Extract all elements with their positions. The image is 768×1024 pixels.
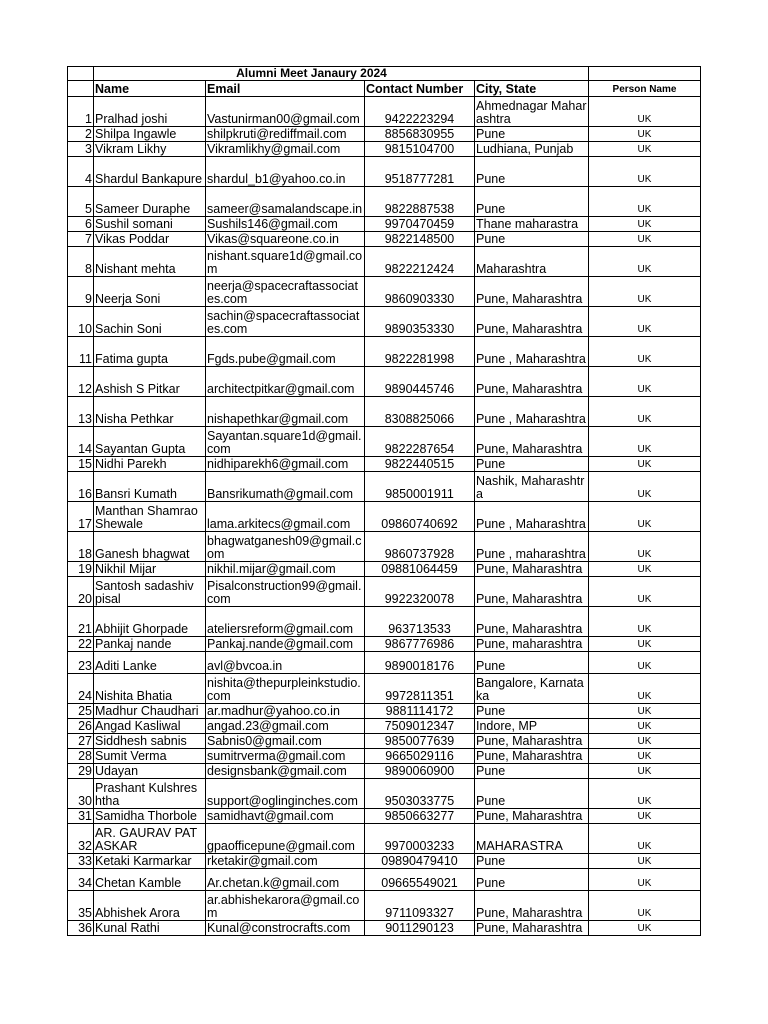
cell-city: Pune , Maharashtra xyxy=(475,337,589,367)
row-number: 27 xyxy=(68,734,94,749)
cell-person: UK xyxy=(589,749,701,764)
cell-name: Prashant Kulshreshtha xyxy=(94,779,206,809)
cell-city: Bangalore, Karnataka xyxy=(475,674,589,704)
cell-email: Sabnis0@gmail.com xyxy=(206,734,365,749)
cell-email: ar.abhishekarora@gmail.com xyxy=(206,891,365,921)
row-number: 30 xyxy=(68,779,94,809)
cell-email: neerja@spacecraftassociates.com xyxy=(206,277,365,307)
table-row xyxy=(68,734,701,749)
cell-email: Vastunirman00@gmail.com xyxy=(206,97,365,127)
cell-email: bhagwatganesh09@gmail.com xyxy=(206,532,365,562)
cell-email: Bansrikumath@gmail.com xyxy=(206,472,365,502)
cell-person: UK xyxy=(589,337,701,367)
cell-city: Pune, Maharashtra xyxy=(475,891,589,921)
row-number: 5 xyxy=(68,187,94,217)
row-number: 7 xyxy=(68,232,94,247)
cell-email: Pankaj.nande@gmail.com xyxy=(206,637,365,652)
cell-name: Pankaj nande xyxy=(94,637,206,652)
cell-email: shardul_b1@yahoo.co.in xyxy=(206,157,365,187)
cell-name: Nidhi Parekh xyxy=(94,457,206,472)
row-number: 15 xyxy=(68,457,94,472)
cell-contact: 963713533 xyxy=(365,607,475,637)
cell-name: Kunal Rathi xyxy=(94,921,206,936)
title-row xyxy=(68,67,701,81)
cell-person: UK xyxy=(589,232,701,247)
cell-contact: 9822887538 xyxy=(365,187,475,217)
cell-email: rketakir@gmail.com xyxy=(206,854,365,869)
cell-contact: 9860737928 xyxy=(365,532,475,562)
cell-person: UK xyxy=(589,607,701,637)
table-row xyxy=(68,247,701,277)
cell-contact: 9422223294 xyxy=(365,97,475,127)
cell-city: Pune, Maharashtra xyxy=(475,307,589,337)
cell-contact: 9011290123 xyxy=(365,921,475,936)
cell-city: Pune, Maharashtra xyxy=(475,607,589,637)
cell-city: Nashik, Maharashtra xyxy=(475,472,589,502)
cell-contact: 9503033775 xyxy=(365,779,475,809)
row-number: 21 xyxy=(68,607,94,637)
cell-contact: 9850663277 xyxy=(365,809,475,824)
cell-city: Pune , Maharashtra xyxy=(475,502,589,532)
cell-person: UK xyxy=(589,127,701,142)
cell-city: Pune xyxy=(475,652,589,674)
cell-city: MAHARASTRA xyxy=(475,824,589,854)
cell-person: UK xyxy=(589,457,701,472)
row-number: 11 xyxy=(68,337,94,367)
header-city: City, State xyxy=(475,81,589,97)
table-row xyxy=(68,337,701,367)
table-row xyxy=(68,457,701,472)
cell-name: Abhijit Ghorpade xyxy=(94,607,206,637)
table-row xyxy=(68,854,701,869)
cell-city: Thane maharastra xyxy=(475,217,589,232)
table-row xyxy=(68,869,701,891)
cell-email: shilpkruti@rediffmail.com xyxy=(206,127,365,142)
cell-contact: 9822148500 xyxy=(365,232,475,247)
table-row xyxy=(68,704,701,719)
cell-contact: 09860740692 xyxy=(365,502,475,532)
cell-name: Siddhesh sabnis xyxy=(94,734,206,749)
cell-name: Abhishek Arora xyxy=(94,891,206,921)
cell-contact: 09890479410 xyxy=(365,854,475,869)
cell-email: Vikas@squareone.co.in xyxy=(206,232,365,247)
table-row xyxy=(68,779,701,809)
cell-city: Pune, Maharashtra xyxy=(475,734,589,749)
cell-name: AR. GAURAV PATASKAR xyxy=(94,824,206,854)
cell-city: Ahmednagar Maharashtra xyxy=(475,97,589,127)
cell-contact: 9867776986 xyxy=(365,637,475,652)
cell-email: lama.arkitecs@gmail.com xyxy=(206,502,365,532)
cell-name: Sayantan Gupta xyxy=(94,427,206,457)
cell-name: Udayan xyxy=(94,764,206,779)
cell-city: Pune , maharashtra xyxy=(475,532,589,562)
row-number: 8 xyxy=(68,247,94,277)
cell-person: UK xyxy=(589,427,701,457)
cell-contact: 9890018176 xyxy=(365,652,475,674)
cell-person: UK xyxy=(589,869,701,891)
cell-name: Fatima gupta xyxy=(94,337,206,367)
row-number: 34 xyxy=(68,869,94,891)
row-number: 6 xyxy=(68,217,94,232)
cell-name: Ketaki Karmarkar xyxy=(94,854,206,869)
cell-email: ateliersreform@gmail.com xyxy=(206,607,365,637)
cell-name: Nishita Bhatia xyxy=(94,674,206,704)
table-row xyxy=(68,142,701,157)
cell-email: Sayantan.square1d@gmail.com xyxy=(206,427,365,457)
cell-name: Santosh sadashiv pisal xyxy=(94,577,206,607)
table-row xyxy=(68,674,701,704)
cell-city: Pune, Maharashtra xyxy=(475,427,589,457)
cell-city: Pune, Maharashtra xyxy=(475,921,589,936)
cell-city: Pune xyxy=(475,764,589,779)
cell-email: Sushils146@gmail.com xyxy=(206,217,365,232)
cell-email: Fgds.pube@gmail.com xyxy=(206,337,365,367)
cell-person: UK xyxy=(589,674,701,704)
cell-contact: 9850001911 xyxy=(365,472,475,502)
table-row xyxy=(68,277,701,307)
cell-contact: 9822440515 xyxy=(365,457,475,472)
row-number: 12 xyxy=(68,367,94,397)
table-row xyxy=(68,749,701,764)
cell-email: angad.23@gmail.com xyxy=(206,719,365,734)
cell-person: UK xyxy=(589,502,701,532)
cell-city: Pune, Maharashtra xyxy=(475,367,589,397)
cell-person: UK xyxy=(589,307,701,337)
cell-contact: 09665549021 xyxy=(365,869,475,891)
cell-name: Angad Kasliwal xyxy=(94,719,206,734)
table-row xyxy=(68,307,701,337)
cell-person: UK xyxy=(589,157,701,187)
row-number: 2 xyxy=(68,127,94,142)
cell-contact: 9970470459 xyxy=(365,217,475,232)
table-body xyxy=(68,67,701,936)
cell-city: Pune xyxy=(475,779,589,809)
cell-contact: 9665029116 xyxy=(365,749,475,764)
cell-name: Vikas Poddar xyxy=(94,232,206,247)
cell-email: Vikramlikhy@gmail.com xyxy=(206,142,365,157)
header-row xyxy=(68,81,701,97)
table-row xyxy=(68,367,701,397)
row-number: 9 xyxy=(68,277,94,307)
row-number: 13 xyxy=(68,397,94,427)
table-row xyxy=(68,532,701,562)
cell-person: UK xyxy=(589,734,701,749)
cell-person: UK xyxy=(589,704,701,719)
cell-email: avl@bvcoa.in xyxy=(206,652,365,674)
cell-person: UK xyxy=(589,824,701,854)
cell-name: Vikram Likhy xyxy=(94,142,206,157)
row-number: 20 xyxy=(68,577,94,607)
table-row xyxy=(68,157,701,187)
cell-name: Madhur Chaudhari xyxy=(94,704,206,719)
cell-contact: 8308825066 xyxy=(365,397,475,427)
cell-person: UK xyxy=(589,637,701,652)
table-row xyxy=(68,397,701,427)
row-number: 31 xyxy=(68,809,94,824)
cell-name: Samidha Thorbole xyxy=(94,809,206,824)
cell-contact: 9860903330 xyxy=(365,277,475,307)
cell-name: Nisha Pethkar xyxy=(94,397,206,427)
cell-person: UK xyxy=(589,142,701,157)
cell-email: ar.madhur@yahoo.co.in xyxy=(206,704,365,719)
table-row xyxy=(68,764,701,779)
cell-contact: 7509012347 xyxy=(365,719,475,734)
cell-name: Neerja Soni xyxy=(94,277,206,307)
cell-name: Sachin Soni xyxy=(94,307,206,337)
row-number: 23 xyxy=(68,652,94,674)
cell-city: Pune xyxy=(475,457,589,472)
cell-city: Pune, maharashtra xyxy=(475,637,589,652)
cell-contact: 9972811351 xyxy=(365,674,475,704)
row-number: 18 xyxy=(68,532,94,562)
sheet-title: Alumni Meet Janaury 2024 xyxy=(94,67,589,81)
row-number: 17 xyxy=(68,502,94,532)
cell-name: Manthan Shamrao Shewale xyxy=(94,502,206,532)
cell-person: UK xyxy=(589,217,701,232)
cell-city: Pune xyxy=(475,187,589,217)
cell-name: Ashish S Pitkar xyxy=(94,367,206,397)
row-number: 26 xyxy=(68,719,94,734)
row-number: 1 xyxy=(68,97,94,127)
row-number: 4 xyxy=(68,157,94,187)
cell-name: Bansri Kumath xyxy=(94,472,206,502)
cell-person: UK xyxy=(589,719,701,734)
row-number: 36 xyxy=(68,921,94,936)
cell-contact: 9711093327 xyxy=(365,891,475,921)
cell-contact: 9922320078 xyxy=(365,577,475,607)
table-row xyxy=(68,921,701,936)
cell-email: Pisalconstruction99@gmail.com xyxy=(206,577,365,607)
cell-name: Chetan Kamble xyxy=(94,869,206,891)
cell-person: UK xyxy=(589,921,701,936)
cell-person: UK xyxy=(589,854,701,869)
cell-city: Maharashtra xyxy=(475,247,589,277)
cell-email: sameer@samalandscape.in xyxy=(206,187,365,217)
row-number: 14 xyxy=(68,427,94,457)
cell-city: Pune xyxy=(475,869,589,891)
cell-contact: 9815104700 xyxy=(365,142,475,157)
cell-email: gpaofficepune@gmail.com xyxy=(206,824,365,854)
cell-person: UK xyxy=(589,247,701,277)
cell-contact: 8856830955 xyxy=(365,127,475,142)
cell-city: Pune, Maharashtra xyxy=(475,577,589,607)
cell-city: Pune, Maharashtra xyxy=(475,277,589,307)
table-row xyxy=(68,217,701,232)
cell-email: nidhiparekh6@gmail.com xyxy=(206,457,365,472)
cell-city: Pune xyxy=(475,232,589,247)
cell-email: samidhavt@gmail.com xyxy=(206,809,365,824)
row-number: 35 xyxy=(68,891,94,921)
cell-city: Pune xyxy=(475,157,589,187)
cell-contact: 9881114172 xyxy=(365,704,475,719)
cell-person: UK xyxy=(589,97,701,127)
cell-name: Ganesh bhagwat xyxy=(94,532,206,562)
cell-email: Ar.chetan.k@gmail.com xyxy=(206,869,365,891)
cell-person: UK xyxy=(589,532,701,562)
cell-contact: 9890353330 xyxy=(365,307,475,337)
cell-email: designsbank@gmail.com xyxy=(206,764,365,779)
cell-city: Pune xyxy=(475,127,589,142)
cell-city: Pune xyxy=(475,854,589,869)
cell-city: Ludhiana, Punjab xyxy=(475,142,589,157)
cell-email: architectpitkar@gmail.com xyxy=(206,367,365,397)
table-row xyxy=(68,577,701,607)
cell-contact: 09881064459 xyxy=(365,562,475,577)
cell-email: nishant.square1d@gmail.com xyxy=(206,247,365,277)
row-number: 19 xyxy=(68,562,94,577)
row-number: 22 xyxy=(68,637,94,652)
cell-person: UK xyxy=(589,397,701,427)
cell-email: nishapethkar@gmail.com xyxy=(206,397,365,427)
table-row xyxy=(68,891,701,921)
cell-name: Pralhad joshi xyxy=(94,97,206,127)
row-number: 24 xyxy=(68,674,94,704)
cell-city: Pune , Maharashtra xyxy=(475,397,589,427)
cell-email: sachin@spacecraftassociates.com xyxy=(206,307,365,337)
cell-name: Shardul Bankapure xyxy=(94,157,206,187)
cell-email: nishita@thepurpleinkstudio.com xyxy=(206,674,365,704)
cell-person: UK xyxy=(589,764,701,779)
header-email: Email xyxy=(206,81,365,97)
cell-email: support@oglinginches.com xyxy=(206,779,365,809)
table-row xyxy=(68,97,701,127)
row-number: 10 xyxy=(68,307,94,337)
table-row xyxy=(68,719,701,734)
cell-person: UK xyxy=(589,809,701,824)
cell-person: UK xyxy=(589,577,701,607)
cell-email: nikhil.mijar@gmail.com xyxy=(206,562,365,577)
cell-person: UK xyxy=(589,472,701,502)
table-row xyxy=(68,607,701,637)
cell-city: Pune, Maharashtra xyxy=(475,809,589,824)
row-number: 28 xyxy=(68,749,94,764)
table-row xyxy=(68,562,701,577)
cell-city: Pune, Maharashtra xyxy=(475,749,589,764)
row-number: 25 xyxy=(68,704,94,719)
table-row xyxy=(68,809,701,824)
cell-contact: 9822281998 xyxy=(365,337,475,367)
row-number: 33 xyxy=(68,854,94,869)
cell-person: UK xyxy=(589,367,701,397)
cell-city: Pune, Maharashtra xyxy=(475,562,589,577)
cell-city: Indore, MP xyxy=(475,719,589,734)
cell-email: Kunal@constrocrafts.com xyxy=(206,921,365,936)
table-row xyxy=(68,502,701,532)
cell-person: UK xyxy=(589,891,701,921)
table-row xyxy=(68,427,701,457)
table-row xyxy=(68,472,701,502)
cell-name: Sameer Duraphe xyxy=(94,187,206,217)
cell-name: Shilpa Ingawle xyxy=(94,127,206,142)
header-name: Name xyxy=(94,81,206,97)
cell-contact: 9850077639 xyxy=(365,734,475,749)
table-row xyxy=(68,187,701,217)
table-row xyxy=(68,652,701,674)
cell-contact: 9890445746 xyxy=(365,367,475,397)
cell-email: sumitrverma@gmail.com xyxy=(206,749,365,764)
row-number: 32 xyxy=(68,824,94,854)
cell-name: Aditi Lanke xyxy=(94,652,206,674)
table-row xyxy=(68,637,701,652)
cell-contact: 9822212424 xyxy=(365,247,475,277)
header-contact: Contact Number xyxy=(365,81,475,97)
cell-contact: 9822287654 xyxy=(365,427,475,457)
cell-person: UK xyxy=(589,652,701,674)
cell-city: Pune xyxy=(475,704,589,719)
cell-contact: 9518777281 xyxy=(365,157,475,187)
cell-person: UK xyxy=(589,779,701,809)
cell-person: UK xyxy=(589,187,701,217)
cell-contact: 9890060900 xyxy=(365,764,475,779)
table-row xyxy=(68,824,701,854)
cell-name: Sumit Verma xyxy=(94,749,206,764)
cell-person: UK xyxy=(589,277,701,307)
cell-name: Sushil somani xyxy=(94,217,206,232)
alumni-table xyxy=(67,66,701,936)
row-number: 16 xyxy=(68,472,94,502)
header-person: Person Name xyxy=(589,81,701,97)
cell-person: UK xyxy=(589,562,701,577)
row-number: 29 xyxy=(68,764,94,779)
cell-name: Nishant mehta xyxy=(94,247,206,277)
cell-name: Nikhil Mijar xyxy=(94,562,206,577)
row-number: 3 xyxy=(68,142,94,157)
table-row xyxy=(68,232,701,247)
cell-contact: 9970003233 xyxy=(365,824,475,854)
table-row xyxy=(68,127,701,142)
